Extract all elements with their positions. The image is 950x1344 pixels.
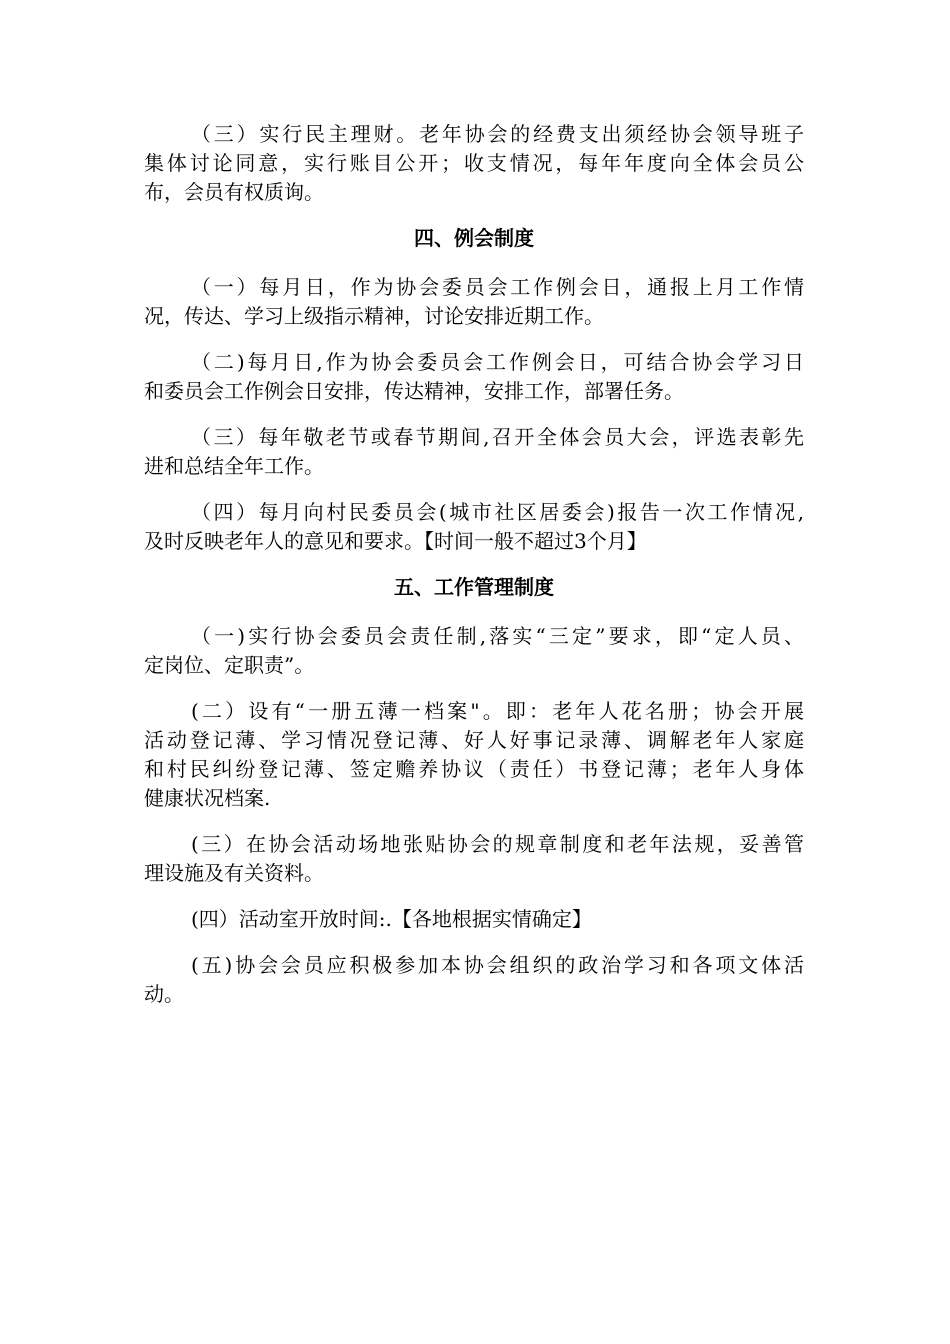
paragraph-line: （一）每月日，作为协会委员会工作例会日，通报上月工作情 xyxy=(191,275,804,299)
document-body xyxy=(144,120,804,1026)
paragraph-annual-assembly xyxy=(144,423,804,481)
paragraph-line: 和村民纠纷登记薄、签定赡养协议（责任）书登记薄；老年人身体 xyxy=(144,757,804,781)
paragraph-line: 动。 xyxy=(144,982,184,1006)
section-heading-regular-meetings: 四、例会制度 xyxy=(414,226,534,250)
paragraph-responsibility-system xyxy=(144,622,804,680)
paragraph-line: （四）每月向村民委员会(城市社区居委会)报告一次工作情况, xyxy=(191,500,804,524)
paragraph-line: （三）每年敬老节或春节期间,召开全体会员大会，评选表彰先 xyxy=(191,425,804,449)
paragraph-monthly-meeting-2 xyxy=(144,348,804,406)
paragraph-line: (二）设有“一册五薄一档案"。即：老年人花名册；协会开展 xyxy=(191,699,804,723)
paragraph-line: 进和总结全年工作。 xyxy=(144,454,324,478)
paragraph-monthly-report xyxy=(144,498,804,556)
paragraph-line: 理设施及有关资料。 xyxy=(144,861,324,885)
paragraph-line: 及时反映老年人的意见和要求。【时间一般不超过3个月】 xyxy=(144,529,647,553)
paragraph-line: 定岗位、定职责”。 xyxy=(144,653,315,677)
paragraph-line: 和委员会工作例会日安排，传达精神，安排工作，部署任务。 xyxy=(144,379,684,403)
paragraph-line: （一)实行协会委员会责任制,落实“三定”要求，即“定人员、 xyxy=(191,624,804,648)
paragraph-member-participation xyxy=(144,951,804,1009)
paragraph-opening-hours xyxy=(144,905,804,934)
paragraph-line: (四）活动室开放时间:.【各地根据实情确定】 xyxy=(191,907,592,931)
paragraph-line: 活动登记薄、学习情况登记薄、好人好事记录薄、调解老年人家庭 xyxy=(144,728,804,752)
paragraph-monthly-meeting-1 xyxy=(144,273,804,331)
paragraph-registers-and-archives xyxy=(144,697,804,813)
paragraph-democratic-finance xyxy=(144,120,804,207)
paragraph-line: （三）实行民主理财。老年协会的经费支出须经协会领导班子 xyxy=(191,122,804,146)
paragraph-line: 布，会员有权质询。 xyxy=(144,180,324,204)
paragraph-line: 健康状况档案. xyxy=(144,786,271,810)
paragraph-line: （二)每月日,作为协会委员会工作例会日，可结合协会学习日 xyxy=(191,350,804,374)
paragraph-post-regulations xyxy=(144,830,804,888)
paragraph-line: (三）在协会活动场地张贴协会的规章制度和老年法规，妥善管 xyxy=(191,832,804,856)
section-heading-work-management: 五、工作管理制度 xyxy=(394,575,554,599)
paragraph-line: 集体讨论同意，实行账目公开；收支情况，每年年度向全体会员公 xyxy=(144,151,804,175)
paragraph-line: (五)协会会员应积极参加本协会组织的政治学习和各项文体活 xyxy=(191,953,804,977)
paragraph-line: 况，传达、学习上级指示精神，讨论安排近期工作。 xyxy=(144,304,604,328)
